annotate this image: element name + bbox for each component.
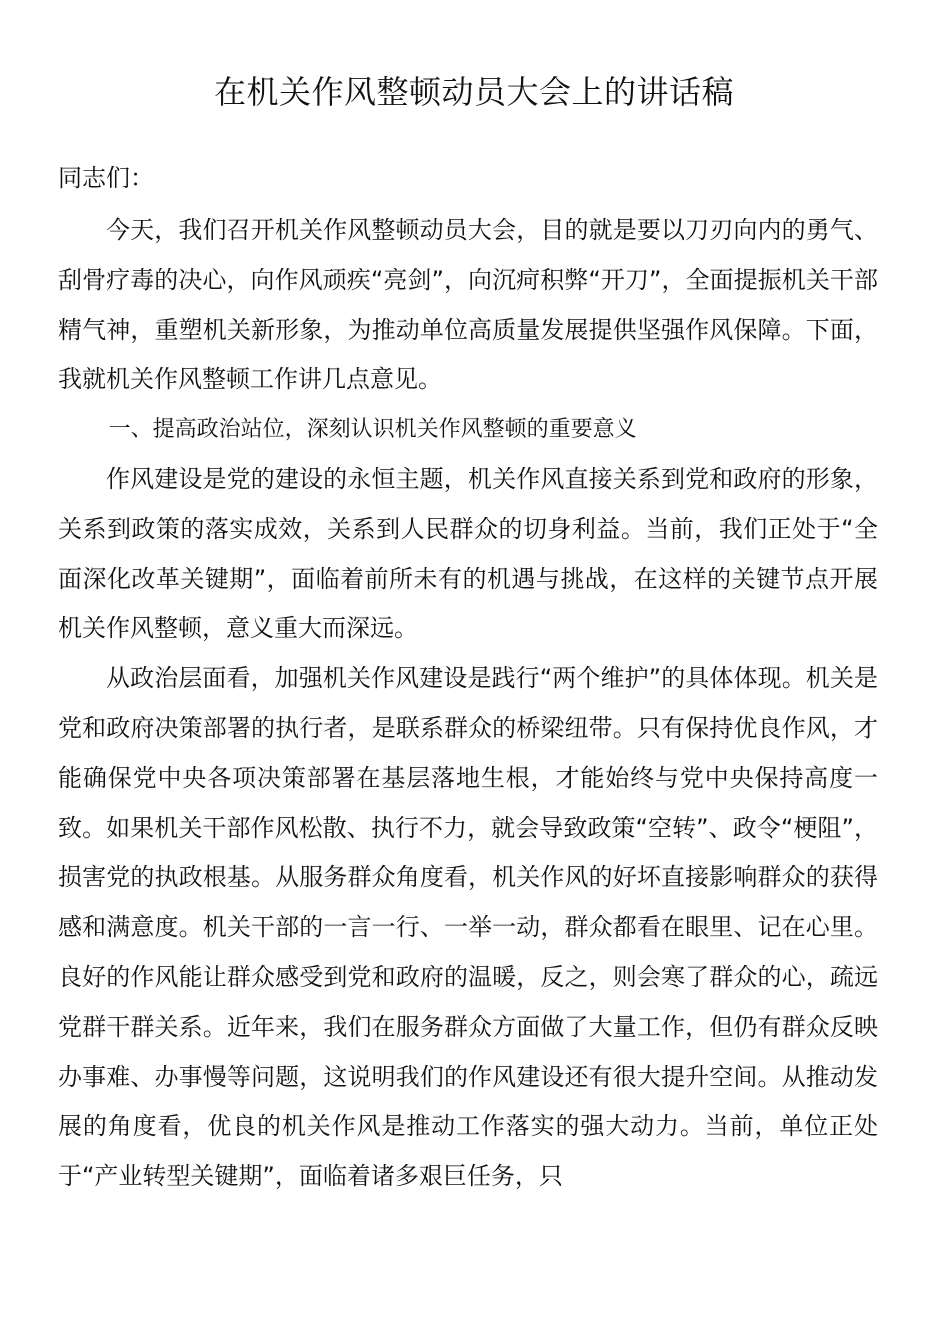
- section1-paragraph-2: 从政治层面看，加强机关作风建设是践行“两个维护”的具体体现。机关是党和政府决策部署的执行者，是联系群众的桥梁纽带。只有保持优良作风，才能确保党中央各项决策部署在基层落地生根，才能始终与党中央保持高度一致。如果机关干部作风松散、执行不力，就会导致政策“空转”、政令“梗阻”，损害党的执政根基。从服务群众角度看，机关作风的好坏直接影响群众的获得感和满意度。机关干部的一言一行、一举一动，群众都看在眼里、记在心里。良好的作风能让群众感受到党和政府的温暖，反之，则会寒了群众的心，疏远党群干群关系。近年来，我们在服务群众方面做了大量工作，但仍有群众反映办事难、办事慢等问题，这说明我们的作风建设还有很大提升空间。从推动发展的角度看，优良的机关作风是推动工作落实的强大动力。当前，单位正处于“产业转型关键期”，面临着诸多艰巨任务，只: [58, 664, 878, 1191]
- section1-paragraph-1: 作风建设是党的建设的永恒主题，机关作风直接关系到党和政府的形象，关系到政策的落实成效，关系到人民群众的切身利益。当前，我们正处于“全面深化改革关键期”，面临着前所未有的机遇与挑战，在这样的关键节点开展机关作风整顿，意义重大而深远。: [58, 464, 878, 643]
- intro-paragraph: 今天，我们召开机关作风整顿动员大会，目的就是要以刀刃向内的勇气、刮骨疗毒的决心，向作风顽疾“亮剑”，向沉疴积弊“开刀”，全面提振机关干部精气神，重塑机关新形象，为推动单位高质量发展提供坚强作风保障。下面，我就机关作风整顿工作讲几点意见。: [58, 216, 878, 394]
- salutation: 同志们：: [58, 164, 154, 192]
- document-title: 在机关作风整顿动员大会上的讲话稿: [213, 73, 734, 111]
- section-heading-1: 一、提高政治站位，深刻认识机关作风整顿的重要意义: [108, 417, 637, 443]
